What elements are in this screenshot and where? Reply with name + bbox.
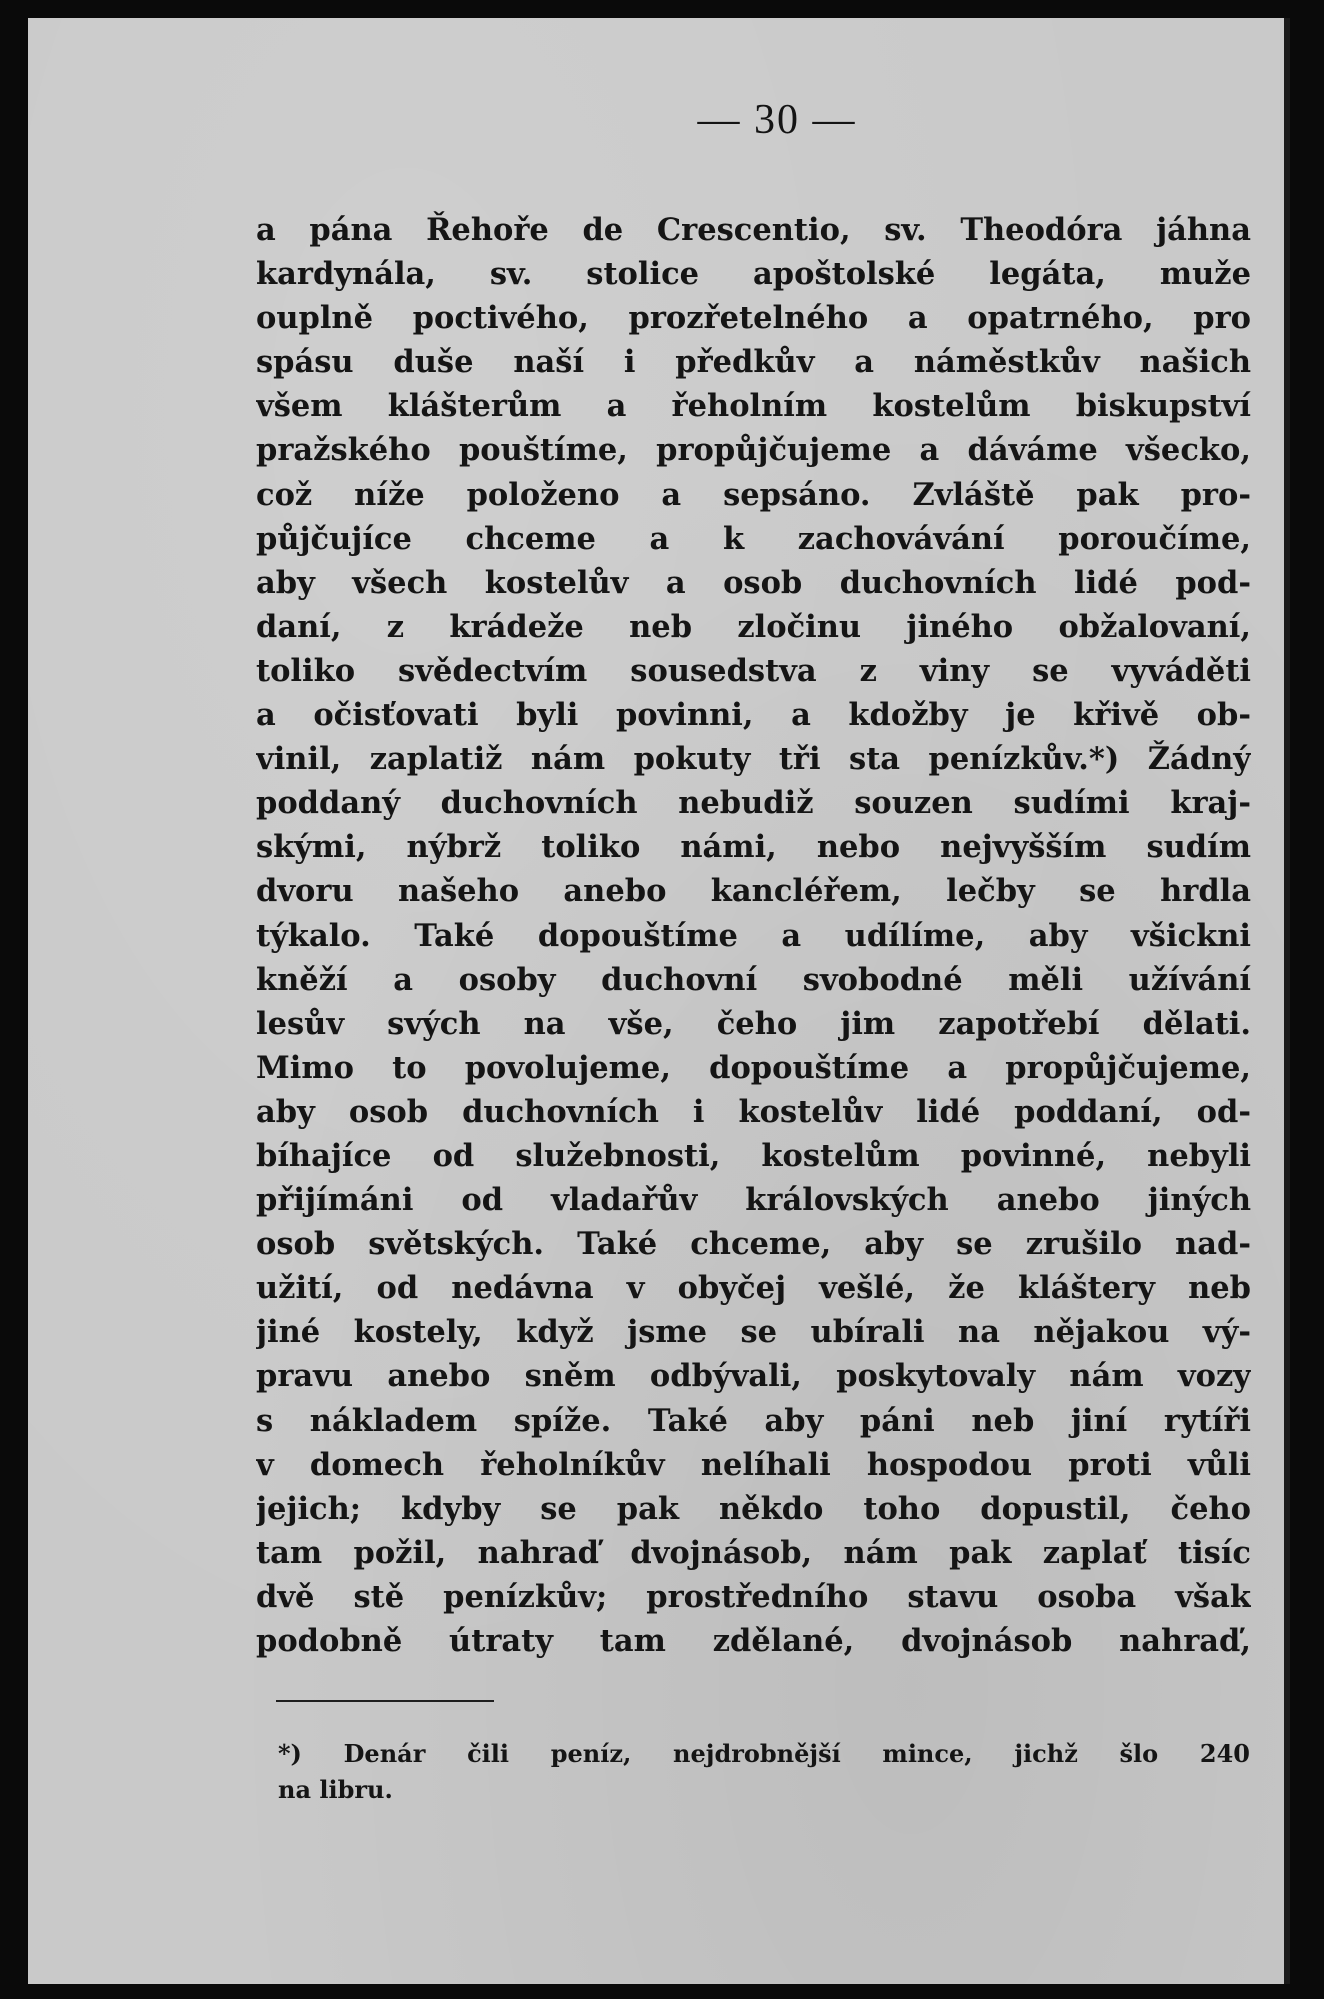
body-line: aby všech kostelův a osob duchovních lidé pod- bbox=[256, 564, 1251, 601]
body-line: s nákladem spíže. Také aby páni neb jiní rytíři bbox=[256, 1402, 1251, 1439]
body-line: bíhajíce od služebnosti, kostelům povinné, nebyli bbox=[256, 1137, 1251, 1174]
body-line: toliko svědectvím sousedstva z viny se vyváděti bbox=[256, 652, 1251, 689]
body-line: vinil, zaplatiž nám pokuty tři sta penízkův.*) Žádný bbox=[256, 741, 1251, 778]
body-line: podobně útraty tam zdělané, dvojnásob nahraď, bbox=[256, 1623, 1251, 1659]
body-line: skými, nýbrž toliko námi, nebo nejvyšším sudím bbox=[256, 829, 1251, 866]
body-line: spásu duše naší i předkův a náměstkův našich bbox=[256, 344, 1251, 381]
body-line: užití, od nedávna v obyčej vešlé, že kláštery neb bbox=[256, 1270, 1251, 1307]
body-line: Mimo to povolujeme, dopouštíme a propůjčujeme, bbox=[256, 1049, 1251, 1086]
body-text bbox=[256, 208, 1251, 1663]
body-line: což níže položeno a sepsáno. Zvláště pak pro- bbox=[256, 476, 1251, 513]
body-line: pražského pouštíme, propůjčujeme a dáváme všecko, bbox=[256, 432, 1251, 469]
footnote-line: na libru. bbox=[278, 1775, 393, 1804]
body-line: tam požil, nahraď dvojnásob, nám pak zaplať tisíc bbox=[256, 1534, 1251, 1571]
body-line: osob světských. Také chceme, aby se zrušilo nad- bbox=[256, 1226, 1251, 1263]
body-line: dvoru našeho anebo kancléřem, lečby se hrdla bbox=[256, 873, 1251, 910]
body-line: půjčujíce chceme a k zachovávání poroučíme, bbox=[256, 520, 1251, 557]
body-line: lesův svých na vše, čeho jim zapotřebí dělati. bbox=[256, 1005, 1251, 1042]
footnote-divider bbox=[276, 1700, 494, 1702]
body-line: aby osob duchovních i kostelův lidé poddaní, od- bbox=[256, 1093, 1251, 1130]
page-spine-edge bbox=[1284, 18, 1290, 1984]
body-line: kardynála, sv. stolice apoštolské legáta, muže bbox=[256, 256, 1251, 293]
body-line: a očisťovati byli povinni, a kdožby je křivě ob- bbox=[256, 697, 1251, 734]
body-line: jiné kostely, když jsme se ubírali na nějakou vý- bbox=[256, 1314, 1251, 1351]
body-line: poddaný duchovních nebudiž souzen sudími kraj- bbox=[256, 785, 1251, 822]
body-line: kněží a osoby duchovní svobodné měli užívání bbox=[256, 961, 1251, 998]
footnote bbox=[278, 1736, 1250, 1808]
body-line: všem klášterům a řeholním kostelům biskupství bbox=[256, 388, 1251, 425]
scanned-book-page bbox=[28, 18, 1290, 1984]
body-line: pravu anebo sněm odbývali, poskytovaly nám vozy bbox=[256, 1358, 1251, 1395]
body-line: přijímáni od vladařův královských anebo jiných bbox=[256, 1182, 1251, 1219]
body-line: dvě stě penízkův; prostředního stavu osoba však bbox=[256, 1578, 1251, 1615]
body-line: ouplně poctivého, prozřetelného a opatrného, pro bbox=[256, 300, 1251, 337]
page-number: — 30 — bbox=[697, 97, 857, 143]
body-line: v domech řeholníkův nelíhali hospodou proti vůli bbox=[256, 1446, 1251, 1483]
body-line: a pána Řehoře de Crescentio, sv. Theodóra jáhna bbox=[256, 212, 1251, 248]
body-line: daní, z krádeže neb zločinu jiného obžalovaní, bbox=[256, 608, 1251, 645]
body-line: jejich; kdyby se pak někdo toho dopustil, čeho bbox=[256, 1490, 1251, 1527]
body-line: týkalo. Také dopouštíme a udílíme, aby všickni bbox=[256, 917, 1251, 954]
footnote-line: *) Denár čili peníz, nejdrobnější mince, jichž šlo 240 bbox=[278, 1739, 1250, 1768]
